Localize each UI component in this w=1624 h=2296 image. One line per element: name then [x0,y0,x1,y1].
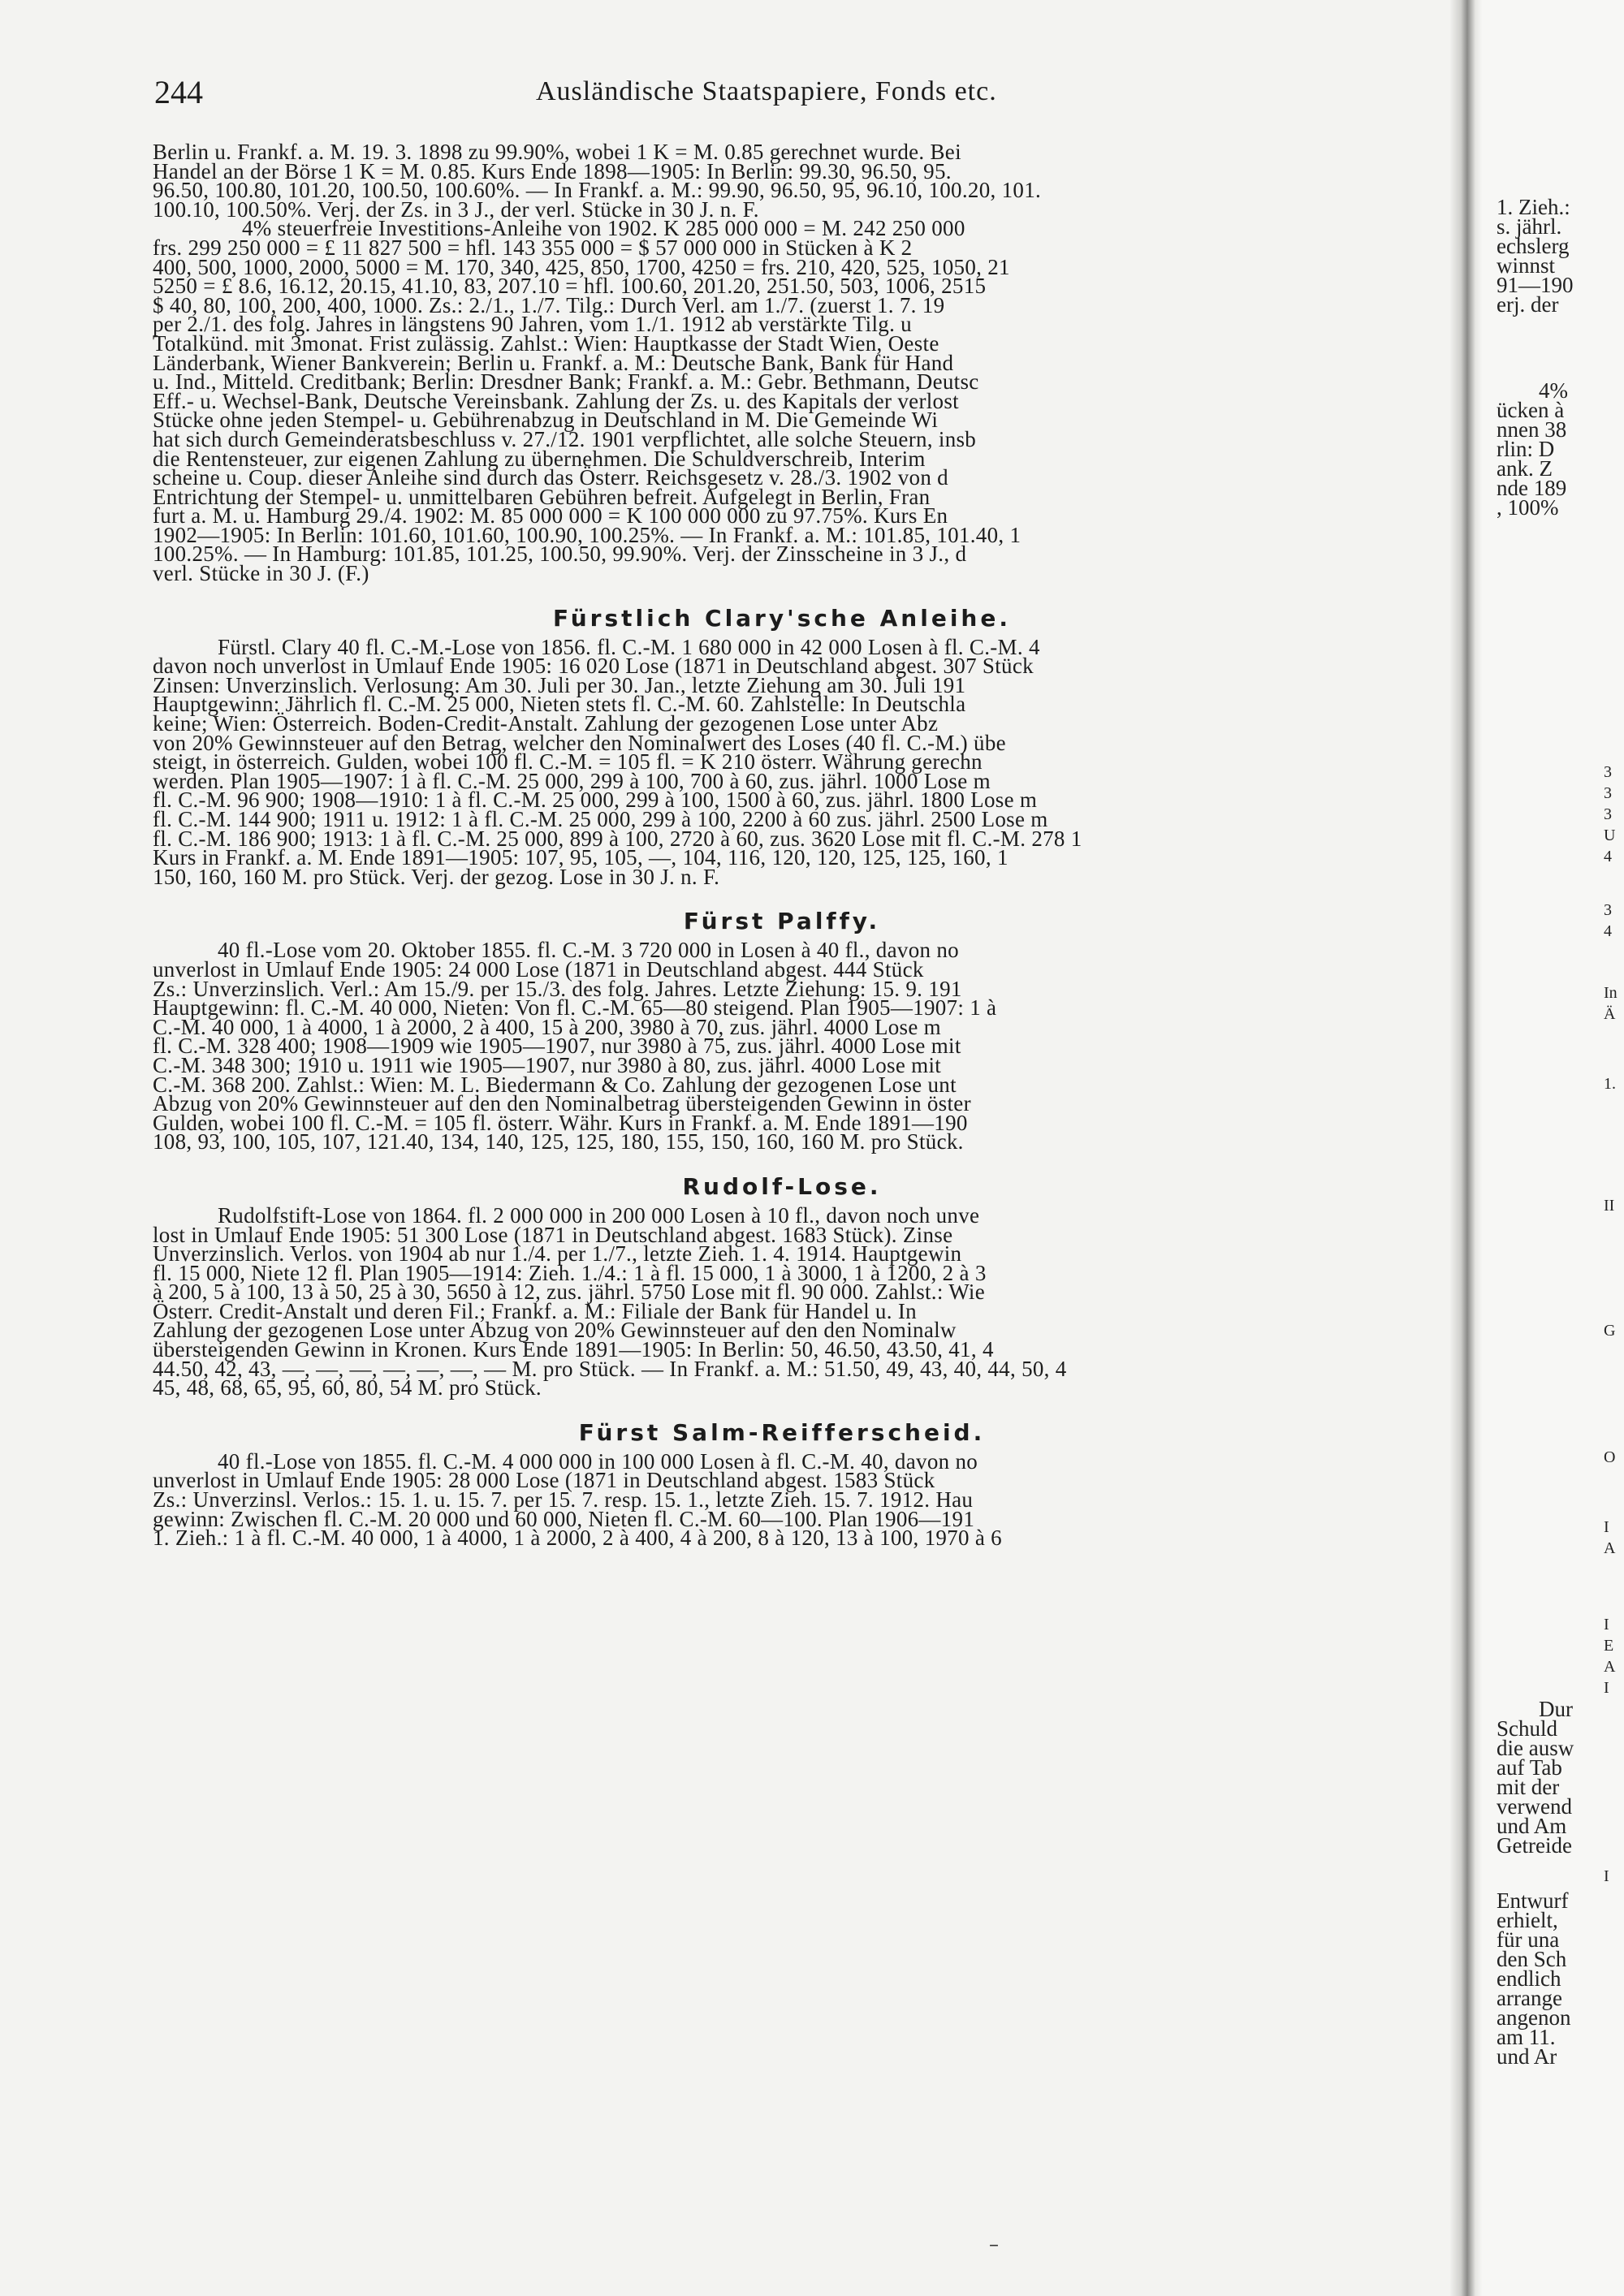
right-fragment: verwend [1497,1794,1572,1819]
right-fragment: A [1604,1658,1616,1676]
right-fragment: erj. der [1497,292,1559,317]
right-fragment: 4 [1604,848,1612,865]
page-number: 244 [154,74,203,110]
right-fragment: mit der [1497,1775,1560,1799]
paragraph-investitions-anleihe: 4% steuerfreie Investitions-Anleihe von 1902. K 285 000 000 = M. 242 250 000 frs. 299 250 000 = £ 11 827 500 = hfl. 143 355 000 = $ 57 000 000 in Stücken à K 2 400, 500, 1000, 2000, 5000 = M. 170, 340, 425, 850, 1700, 4250 = frs. 210, 420, 525, 1050, 21 5250 = £ 8.6, 16.12, 20.15, 41.10, 83, 207.10 = hfl. 100.60, 201.20, 251.50, 503, 1006, 2515 $ 40, 80, 100, 200, 400, 1000. Zs.: 2./1., 1./7. Tilg.: Durch Verl. am 1./7. (zuerst 1. 7. 19 per 2./1. des folg. Jahres in längstens 90 Jahren, vom 1./1. 1912 ab verstärkte Tilg. u Totalkünd. mit 3monat. Frist zulässig. Zahlst.: Wien: Hauptkasse der Stadt Wien, Oeste Länderbank, Wiener Bankverein; Berlin u. Frankf. a. M.: Deutsche Bank, Bank für Hand u. Ind., Mitteld. Creditbank; Berlin: Dresdner Bank; Frankf. a. M.: Gebr. Bethmann, Deutsc Eff.- u. Wechsel-Bank, Deutsche Vereinsbank. Zahlung der Zs. u. des Kapitals der verlost Stücke ohne jeden Stempel- u. Gebührenabzug in Deutschland in M. Die Gemeinde Wi hat sich durch Gemeinderatsbeschluss v. 27./12. 1901 verpflichtet, alle solche Steuern, insb die Rentensteuer, zur eigenen Zahlung zu übernehmen. Die Schuldverschreib, Interim scheine u. Coup. dieser Anleihe sind durch das Österr. Reichsgesetz v. 28./3. 1902 von d Entrichtung der Stempel- u. unmittelbaren Gebühren befreit. Aufgelegt in Berlin, Fran furt a. M. u. Hamburg 29./4. 1902: M. 85 000 000 = K 100 000 000 zu 97.75%. Kurs En 1902—1905: In Berlin: 101.60, 101.60, 100.90, 100.25%. — In Frankf. a. M.: 101.85, 101.40, 1 100.25%. — In Hamburg: 101.85, 101.25, 100.50, 99.90%. Verj. der Zinsscheine in 3 J., d verl. Stücke in 30 J. (F.) [153,216,1021,586]
right-fragment: I [1604,1867,1609,1885]
right-fragment: echslerg [1497,234,1570,258]
right-fragment: am 11. [1497,2025,1556,2049]
right-fragment: In [1604,984,1618,1002]
right-fragment: 91—190 [1497,273,1574,297]
right-fragment: 1. [1604,1075,1616,1093]
right-fragment: auf Tab [1497,1755,1562,1780]
right-fragment: und Ar [1497,2044,1557,2069]
right-fragment: ank. Z [1497,456,1553,481]
right-fragment: endlich [1497,1966,1561,1991]
right-fragment: erhielt, [1497,1908,1558,1932]
right-fragment: II [1604,1197,1615,1215]
right-fragment: nde 189 [1497,476,1567,500]
right-fragment: Schuld [1497,1716,1558,1741]
right-fragment: Entwurf [1497,1888,1569,1913]
right-fragment: A [1604,1539,1616,1557]
right-fragment: I [1604,1679,1609,1697]
right-fragment: ücken à [1497,398,1565,422]
book-gutter [1449,0,1482,2296]
right-fragment: U [1604,826,1616,844]
right-fragment: 4% [1539,378,1568,403]
right-fragment: I [1604,1518,1609,1536]
right-fragment: Getreide [1497,1833,1572,1858]
section-heading-rudolf: Rudolf-Lose. [682,1172,882,1200]
footer-mark: – [989,2233,999,2255]
right-fragment: , 100% [1497,495,1559,520]
book-page-right [1482,0,1624,2296]
running-head: Ausländische Staatspapiere, Fonds etc. [536,76,997,106]
right-fragment: I [1604,1616,1609,1634]
right-fragment: rlin: D [1497,437,1555,461]
right-fragment: 3 [1604,805,1612,823]
section-heading-palffy: Fürst Palffy. [683,908,881,935]
right-fragment: s. jährl. [1497,214,1562,239]
right-fragment: die ausw [1497,1736,1574,1760]
right-fragment: Dur [1539,1697,1573,1721]
right-fragment: und Am [1497,1814,1567,1838]
right-fragment: den Sch [1497,1947,1567,1971]
page-header [154,73,1405,122]
paragraph-palffy-lose: 40 fl.-Lose vom 20. Oktober 1855. fl. C.-M. 3 720 000 in Losen à 40 fl., davon no unverlost in Umlauf Ende 1905: 24 000 Lose (1871 in Deutschland abgest. 444 Stück Zs.: Unverzinslich. Verl.: Am 15./9. per 15./3. des folg. Jahres. Letzte Ziehung: 15. 9. 191 Hauptgewinn: fl. C.-M. 40 000, Nieten: Von fl. C.-M. 65—80 steigend. Plan 1905—1907: 1 à C.-M. 40 000, 1 à 4000, 1 à 2000, 2 à 400, 15 à 200, 3980 à 70, zus. jährl. 4000 Lose m fl. C.-M. 328 400; 1908—1909 wie 1905—1907, nur 3980 à 75, zus. jährl. 4000 Lose mit C.-M. 348 300; 1910 u. 1911 wie 1905—1907, nur 3980 à 80, zus. jährl. 4000 Lose mit C.-M. 368 200. Zahlst.: Wien: M. L. Biedermann & Co. Zahlung der gezogenen Lose unt Abzug von 20% Gewinnsteuer auf den den Nominalbetrag übersteigenden Gewinn in öster Gulden, wobei 100 fl. C.-M. = 105 fl. österr. Währ. Kurs in Frankf. a. M. Ende 1891—190 108, 93, 100, 105, 107, 121.40, 134, 140, 125, 125, 180, 155, 150, 160, 160 M. pro Stück. [153,938,997,1154]
paragraph-clary-lose: Fürstl. Clary 40 fl. C.-M.-Lose von 1856. fl. C.-M. 1 680 000 in 42 000 Losen à fl. C.-M. 4 davon noch unverlost in Umlauf Ende 1905: 16 020 Lose (1871 in Deutschland abgest. 307 Stück Zinsen: Unverzinslich. Verlosung: Am 30. Juli per 30. Jan., letzte Ziehung am 30. Juli 191 Hauptgewinn: Jährlich fl. C.-M. 25 000, Nieten stets fl. C.-M. 60. Zahlstelle: In Deutschla keine; Wien: Österreich. Boden-Credit-Anstalt. Zahlung der gezogenen Lose unter Abz von 20% Gewinnsteuer auf den Betrag, welcher den Nominalwert des Loses (40 fl. C.-M.) übe steigt, in österreich. Gulden, wobei 100 fl. C.-M. = 105 fl. = K 210 österr. Währung gerechn werden. Plan 1905—1907: 1 à fl. C.-M. 25 000, 299 à 100, 700 à 60, zus. jährl. 1000 Lose m fl. C.-M. 96 900; 1908—1910: 1 à fl. C.-M. 25 000, 299 à 100, 1500 à 60, zus. jährl. 1800 Lose m fl. C.-M. 144 900; 1911 u. 1912: 1 à fl. C.-M. 25 000, 299 à 100, 2200 à 60 zus. jährl. 2500 Lose m fl. C.-M. 186 900; 1913: 1 à fl. C.-M. 25 000, 899 à 100, 2720 à 60, zus. 3620 Lose mit fl. C.-M. 278 1 Kurs in Frankf. a. M. Ende 1891—1905: 107, 95, 105, —, 104, 116, 120, 120, 125, 125, 160, 1 150, 160, 160 M. pro Stück. Verj. der gezog. Lose in 30 J. n. F. [153,634,1082,889]
right-fragment: Ä [1604,1005,1616,1023]
right-fragment: 3 [1604,763,1612,781]
right-fragment: winnst [1497,253,1556,278]
right-fragment: angenon [1497,2005,1571,2030]
right-fragment: 4 [1604,922,1612,940]
right-fragment: E [1604,1637,1614,1655]
right-fragment: für una [1497,1927,1560,1952]
right-fragment: O [1604,1448,1616,1466]
section-heading-clary: Fürstlich Clary'sche Anleihe. [553,604,1011,632]
paragraph-rudolfstift-lose: Rudolfstift-Lose von 1864. fl. 2 000 000 in 200 000 Losen à 10 fl., davon noch unve lost in Umlauf Ende 1905: 51 300 Lose (1871 in Deutschland abgest. 1683 Stück). Zinse Unverzinslich. Verlos. von 1904 ab nur 1./4. per 1./7., letzte Zieh. 1. 4. 1914. Hauptgewin fl. 15 000, Niete 12 fl. Plan 1905—1914: Zieh. 1./4.: 1 à fl. 15 000, 1 à 3000, 1 à 1200, 2 à 3 à 200, 5 à 100, 13 à 50, 25 à 30, 5650 à 12, zus. jährl. 5750 Lose mit fl. 90 000. Zahlst.: Wie Österr. Credit-Anstalt und deren Fil.; Frankf. a. M.: Filiale der Bank für Handel u. In Zahlung der gezogenen Lose unter Abzug von 20% Gewinnsteuer auf den den Nominalw übersteigenden Gewinn in Kronen. Kurs Ende 1891—1905: In Berlin: 50, 46.50, 43.50, 41, 4 44.50, 42, 43, —, —, —, —, —, —, — M. pro Stück. — In Frankf. a. M.: 51.50, 49, 43, 40, 44, 50, 4 45, 48, 68, 65, 95, 60, 80, 54 M. pro Stück. [153,1202,1067,1400]
right-fragment: arrange [1497,1986,1562,2010]
right-fragment: 1. Zieh.: [1497,195,1570,219]
right-fragment: 3 [1604,784,1612,802]
section-heading-salm: Fürst Salm-Reifferscheid. [578,1418,986,1446]
text-column [153,140,1411,1551]
right-fragment: 3 [1604,901,1612,919]
right-fragment: nnen 38 [1497,417,1567,442]
right-fragment: G [1604,1322,1616,1340]
paragraph-salm-lose: 40 fl.-Lose von 1855. fl. C.-M. 4 000 000 in 100 000 Losen à fl. C.-M. 40, davon no unverlost in Umlauf Ende 1905: 28 000 Lose (1871 in Deutschland abgest. 1583 Stück Zs.: Unverzinsl. Verlos.: 15. 1. u. 15. 7. per 15. 7. resp. 15. 1., letzte Zieh. 15. 7. 1912. Hau gewinn: Zwischen fl. C.-M. 20 000 und 60 000, Nieten fl. C.-M. 60—100. Plan 1906—191 1. Zieh.: 1 à fl. C.-M. 40 000, 1 à 4000, 1 à 2000, 2 à 400, 4 à 200, 8 à 120, 13 à 100, 1970 à 6 [153,1448,1002,1551]
paragraph-intro: Berlin u. Frankf. a. M. 19. 3. 1898 zu 99.90%, wobei 1 K = M. 0.85 gerechnet wurde. Bei Handel an der Börse 1 K = M. 0.85. Kurs Ende 1898—1905: In Berlin: 99.30, 96.50, 95. 96.50, 100.80, 101.20, 100.50, 100.60%. — In Frankf. a. M.: 99.90, 96.50, 95, 96.10, 100.20, 101. 100.10, 100.50%. Verj. der Zs. in 3 J., der verl. Stücke in 30 J. n. F. [153,140,1042,222]
